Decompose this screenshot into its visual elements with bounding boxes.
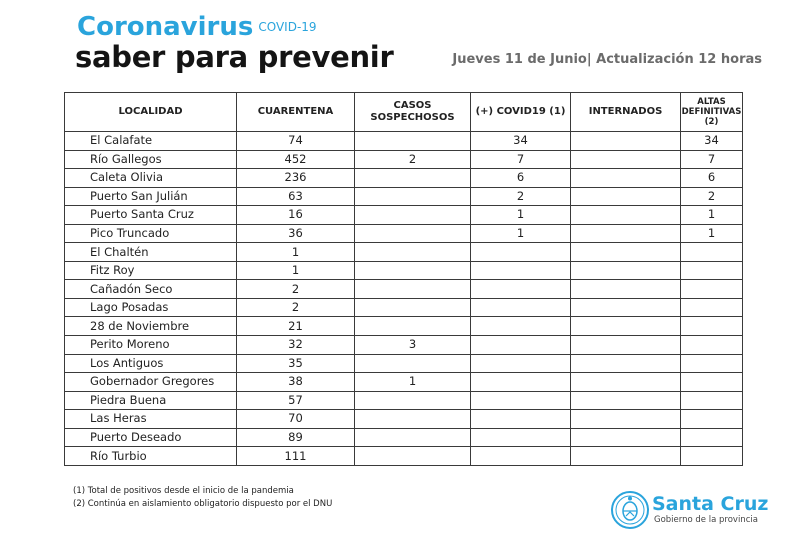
date-update: Jueves 11 de Junio| Actualización 12 horas — [452, 52, 762, 67]
cell-internados — [571, 410, 681, 429]
provincial-seal-icon — [610, 490, 650, 530]
col-header-internados: INTERNADOS — [571, 93, 681, 132]
cell-altas: 7 — [681, 150, 743, 169]
cell-localidad: Gobernador Gregores — [65, 373, 237, 392]
table-row — [65, 150, 743, 169]
table-row — [65, 261, 743, 280]
cell-altas: 6 — [681, 169, 743, 188]
cell-covid — [471, 410, 571, 429]
cell-casos — [355, 317, 471, 336]
table-row — [65, 428, 743, 447]
cell-covid — [471, 280, 571, 299]
cell-altas — [681, 373, 743, 392]
cell-altas — [681, 280, 743, 299]
cell-localidad: Caleta Olivia — [65, 169, 237, 188]
cell-casos: 1 — [355, 373, 471, 392]
cell-internados — [571, 243, 681, 262]
table-row — [65, 206, 743, 225]
cell-internados — [571, 317, 681, 336]
cell-internados — [571, 280, 681, 299]
table-body — [65, 132, 743, 466]
cell-covid: 6 — [471, 169, 571, 188]
cell-covid: 2 — [471, 187, 571, 206]
cell-localidad: El Calafate — [65, 132, 237, 151]
cell-cuarentena: 35 — [237, 354, 355, 373]
footnotes — [73, 485, 332, 511]
footnote-2: (2) Continúa en aislamiento obligatorio dispuesto por el DNU — [73, 499, 333, 509]
table-row — [65, 243, 743, 262]
cell-covid — [471, 447, 571, 466]
cell-casos — [355, 391, 471, 410]
cell-covid — [471, 298, 571, 317]
table-row — [65, 280, 743, 299]
cell-internados — [571, 336, 681, 355]
cell-localidad: Los Antiguos — [65, 354, 237, 373]
table-row — [65, 447, 743, 466]
cell-cuarentena: 63 — [237, 187, 355, 206]
table-header-row — [65, 93, 743, 132]
col-header-cuarentena: CUARENTENA — [237, 93, 355, 132]
cell-casos — [355, 447, 471, 466]
cell-covid — [471, 354, 571, 373]
cell-cuarentena: 1 — [237, 243, 355, 262]
cell-casos: 2 — [355, 150, 471, 169]
cell-cuarentena: 111 — [237, 447, 355, 466]
cell-altas — [681, 447, 743, 466]
cell-localidad: Puerto Deseado — [65, 428, 237, 447]
cell-casos — [355, 206, 471, 225]
cell-cuarentena: 452 — [237, 150, 355, 169]
brand-subtitle: saber para prevenir — [75, 40, 394, 74]
brand-title — [77, 12, 317, 42]
cell-localidad: Cañadón Seco — [65, 280, 237, 299]
footnote-1: (1) Total de positivos desde el inicio de la pandemia — [73, 486, 294, 496]
table-row — [65, 132, 743, 151]
cell-covid — [471, 336, 571, 355]
cell-covid: 7 — [471, 150, 571, 169]
cell-casos — [355, 243, 471, 262]
cell-internados — [571, 428, 681, 447]
cell-covid — [471, 243, 571, 262]
cell-casos — [355, 428, 471, 447]
col-header-covid19: (+) COVID19 (1) — [471, 93, 571, 132]
cell-localidad: Río Turbio — [65, 447, 237, 466]
cell-altas — [681, 243, 743, 262]
cell-internados — [571, 224, 681, 243]
col-header-casos-sospechosos: CASOS SOSPECHOSOS — [355, 93, 471, 132]
cell-cuarentena: 21 — [237, 317, 355, 336]
cell-localidad: Piedra Buena — [65, 391, 237, 410]
cell-internados — [571, 447, 681, 466]
cell-casos — [355, 354, 471, 373]
cell-localidad: Pico Truncado — [65, 224, 237, 243]
logo-title: Santa Cruz — [652, 493, 769, 515]
cell-altas — [681, 298, 743, 317]
cell-covid — [471, 428, 571, 447]
table-row — [65, 187, 743, 206]
cases-table — [64, 92, 743, 466]
cell-cuarentena: 89 — [237, 428, 355, 447]
table-row — [65, 354, 743, 373]
cell-altas — [681, 354, 743, 373]
cell-covid: 1 — [471, 206, 571, 225]
cell-cuarentena: 57 — [237, 391, 355, 410]
cell-altas — [681, 261, 743, 280]
cell-internados — [571, 150, 681, 169]
cell-casos: 3 — [355, 336, 471, 355]
cell-cuarentena: 2 — [237, 280, 355, 299]
brand-title-tag: COVID-19 — [258, 20, 317, 34]
cell-altas — [681, 336, 743, 355]
table-row — [65, 169, 743, 188]
cell-covid — [471, 261, 571, 280]
table-row — [65, 336, 743, 355]
cell-internados — [571, 261, 681, 280]
table-row — [65, 224, 743, 243]
cell-internados — [571, 373, 681, 392]
cell-covid — [471, 391, 571, 410]
cell-altas — [681, 391, 743, 410]
cell-casos — [355, 187, 471, 206]
cell-altas: 34 — [681, 132, 743, 151]
cell-internados — [571, 391, 681, 410]
cell-cuarentena: 74 — [237, 132, 355, 151]
logo-subtitle: Gobierno de la provincia — [654, 515, 758, 525]
cell-casos — [355, 132, 471, 151]
cell-cuarentena: 2 — [237, 298, 355, 317]
cell-casos — [355, 410, 471, 429]
cell-covid: 34 — [471, 132, 571, 151]
cell-localidad: Perito Moreno — [65, 336, 237, 355]
cell-altas: 2 — [681, 187, 743, 206]
cell-covid — [471, 317, 571, 336]
cell-localidad: 28 de Noviembre — [65, 317, 237, 336]
cell-localidad: Río Gallegos — [65, 150, 237, 169]
cell-casos — [355, 224, 471, 243]
cell-cuarentena: 32 — [237, 336, 355, 355]
cell-cuarentena: 38 — [237, 373, 355, 392]
cell-cuarentena: 236 — [237, 169, 355, 188]
cell-covid: 1 — [471, 224, 571, 243]
cell-cuarentena: 70 — [237, 410, 355, 429]
col-header-localidad: LOCALIDAD — [65, 93, 237, 132]
cell-altas: 1 — [681, 206, 743, 225]
cell-casos — [355, 280, 471, 299]
cell-casos — [355, 169, 471, 188]
table-row — [65, 317, 743, 336]
cell-altas — [681, 428, 743, 447]
cell-internados — [571, 298, 681, 317]
cell-localidad: Fitz Roy — [65, 261, 237, 280]
table-row — [65, 391, 743, 410]
col-header-altas-definitivas: ALTAS DEFINITIVAS (2) — [681, 93, 743, 132]
table-row — [65, 373, 743, 392]
table-row — [65, 298, 743, 317]
cell-altas — [681, 410, 743, 429]
cell-localidad: Las Heras — [65, 410, 237, 429]
cell-cuarentena: 1 — [237, 261, 355, 280]
cell-internados — [571, 169, 681, 188]
cell-localidad: Lago Posadas — [65, 298, 237, 317]
cell-casos — [355, 261, 471, 280]
cell-internados — [571, 187, 681, 206]
cell-localidad: Puerto San Julián — [65, 187, 237, 206]
cell-cuarentena: 16 — [237, 206, 355, 225]
table-row — [65, 410, 743, 429]
brand-title-word: Coronavirus — [77, 12, 254, 42]
cell-internados — [571, 206, 681, 225]
cell-covid — [471, 373, 571, 392]
cell-cuarentena: 36 — [237, 224, 355, 243]
cell-altas — [681, 317, 743, 336]
cell-internados — [571, 132, 681, 151]
cell-altas: 1 — [681, 224, 743, 243]
cell-localidad: Puerto Santa Cruz — [65, 206, 237, 225]
cell-internados — [571, 354, 681, 373]
cell-localidad: El Chaltén — [65, 243, 237, 262]
cell-casos — [355, 298, 471, 317]
